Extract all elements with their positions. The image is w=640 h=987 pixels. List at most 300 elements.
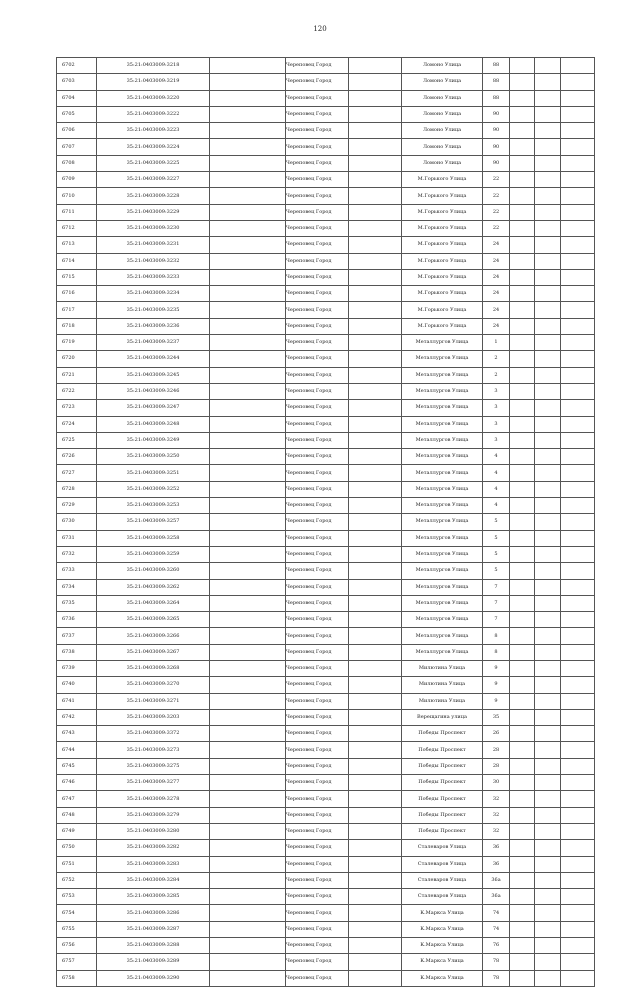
empty-cell — [349, 498, 402, 514]
empty-cell — [510, 416, 535, 432]
table-row — [57, 123, 595, 139]
city-cell: Череповец Город — [286, 677, 349, 693]
house-number-cell: 24 — [483, 286, 510, 302]
cadastral-number-cell: 35:21:0403009:3237 — [97, 335, 210, 351]
empty-cell — [510, 318, 535, 334]
row-number-cell: 6745 — [57, 758, 97, 774]
house-number-cell: 5 — [483, 546, 510, 562]
empty-cell — [210, 872, 286, 888]
empty-cell — [510, 367, 535, 383]
city-cell: Череповец Город — [286, 742, 349, 758]
house-number-cell: 3 — [483, 383, 510, 399]
house-number-cell: 8 — [483, 644, 510, 660]
city-cell: Череповец Город — [286, 807, 349, 823]
street-cell: Металлургов Улица — [402, 579, 483, 595]
cadastral-number-cell: 35:21:0403009:3252 — [97, 481, 210, 497]
table-row — [57, 775, 595, 791]
empty-cell — [561, 775, 595, 791]
empty-cell — [561, 856, 595, 872]
house-number-cell: 4 — [483, 498, 510, 514]
table-row — [57, 351, 595, 367]
empty-cell — [561, 921, 595, 937]
empty-cell — [561, 432, 595, 448]
city-cell: Череповец Город — [286, 335, 349, 351]
house-number-cell: 26 — [483, 726, 510, 742]
empty-cell — [349, 677, 402, 693]
empty-cell — [535, 954, 561, 970]
empty-cell — [510, 726, 535, 742]
row-number-cell: 6746 — [57, 775, 97, 791]
table-row — [57, 921, 595, 937]
empty-cell — [561, 90, 595, 106]
empty-cell — [561, 367, 595, 383]
cadastral-number-cell: 35:21:0403009:3271 — [97, 693, 210, 709]
empty-cell — [561, 220, 595, 236]
empty-cell — [210, 546, 286, 562]
row-number-cell: 6734 — [57, 579, 97, 595]
empty-cell — [349, 660, 402, 676]
city-cell: Череповец Город — [286, 237, 349, 253]
empty-cell — [535, 106, 561, 122]
empty-cell — [210, 660, 286, 676]
empty-cell — [210, 318, 286, 334]
street-cell: Металлургов Улица — [402, 351, 483, 367]
table-row — [57, 498, 595, 514]
row-number-cell: 6754 — [57, 905, 97, 921]
city-cell: Череповец Город — [286, 612, 349, 628]
empty-cell — [210, 709, 286, 725]
street-cell: Ломоно Улица — [402, 74, 483, 90]
empty-cell — [510, 579, 535, 595]
city-cell: Череповец Город — [286, 546, 349, 562]
empty-cell — [210, 367, 286, 383]
cadastral-number-cell: 35:21:0403009:3220 — [97, 90, 210, 106]
empty-cell — [510, 563, 535, 579]
row-number-cell: 6728 — [57, 481, 97, 497]
table-row — [57, 644, 595, 660]
row-number-cell: 6730 — [57, 514, 97, 530]
empty-cell — [561, 481, 595, 497]
empty-cell — [349, 742, 402, 758]
empty-cell — [561, 628, 595, 644]
street-cell: Металлургов Улица — [402, 335, 483, 351]
empty-cell — [561, 530, 595, 546]
empty-cell — [510, 383, 535, 399]
row-number-cell: 6716 — [57, 286, 97, 302]
cadastral-number-cell: 35:21:0403009:3257 — [97, 514, 210, 530]
empty-cell — [535, 693, 561, 709]
house-number-cell: 88 — [483, 58, 510, 74]
empty-cell — [535, 416, 561, 432]
city-cell: Череповец Город — [286, 905, 349, 921]
empty-cell — [210, 204, 286, 220]
empty-cell — [510, 498, 535, 514]
table-row — [57, 823, 595, 839]
empty-cell — [349, 905, 402, 921]
empty-cell — [349, 74, 402, 90]
table-row — [57, 954, 595, 970]
empty-cell — [510, 172, 535, 188]
table-row — [57, 367, 595, 383]
empty-cell — [535, 905, 561, 921]
street-cell: Металлургов Улица — [402, 530, 483, 546]
street-cell: К.Маркса Улица — [402, 970, 483, 986]
empty-cell — [510, 807, 535, 823]
street-cell: М.Горького Улица — [402, 253, 483, 269]
city-cell: Череповец Город — [286, 481, 349, 497]
empty-cell — [210, 465, 286, 481]
empty-cell — [210, 693, 286, 709]
house-number-cell: 32 — [483, 823, 510, 839]
empty-cell — [561, 612, 595, 628]
street-cell: Металлургов Улица — [402, 465, 483, 481]
empty-cell — [561, 335, 595, 351]
street-cell: Верещагина улица — [402, 709, 483, 725]
empty-cell — [210, 383, 286, 399]
empty-cell — [510, 644, 535, 660]
city-cell: Череповец Город — [286, 286, 349, 302]
empty-cell — [535, 823, 561, 839]
empty-cell — [210, 351, 286, 367]
row-number-cell: 6744 — [57, 742, 97, 758]
house-number-cell: 4 — [483, 465, 510, 481]
table-row — [57, 237, 595, 253]
row-number-cell: 6719 — [57, 335, 97, 351]
empty-cell — [535, 612, 561, 628]
row-number-cell: 6704 — [57, 90, 97, 106]
empty-cell — [210, 644, 286, 660]
row-number-cell: 6743 — [57, 726, 97, 742]
empty-cell — [561, 106, 595, 122]
table-row — [57, 58, 595, 74]
cadastral-number-cell: 35:21:0403009:3244 — [97, 351, 210, 367]
city-cell: Череповец Город — [286, 726, 349, 742]
row-number-cell: 6727 — [57, 465, 97, 481]
empty-cell — [535, 889, 561, 905]
cadastral-number-cell: 35:21:0403009:3264 — [97, 595, 210, 611]
empty-cell — [535, 351, 561, 367]
table-row — [57, 938, 595, 954]
cadastral-number-cell: 35:21:0403009:3225 — [97, 155, 210, 171]
empty-cell — [210, 335, 286, 351]
row-number-cell: 6709 — [57, 172, 97, 188]
house-number-cell: 9 — [483, 660, 510, 676]
empty-cell — [510, 335, 535, 351]
empty-cell — [349, 481, 402, 497]
empty-cell — [210, 74, 286, 90]
house-number-cell: 22 — [483, 172, 510, 188]
empty-cell — [535, 579, 561, 595]
row-number-cell: 6723 — [57, 400, 97, 416]
cadastral-number-cell: 35:21:0403009:3218 — [97, 58, 210, 74]
empty-cell — [349, 351, 402, 367]
street-cell: Ломоно Улица — [402, 139, 483, 155]
empty-cell — [535, 840, 561, 856]
cadastral-number-cell: 35:21:0403009:3245 — [97, 367, 210, 383]
empty-cell — [510, 269, 535, 285]
house-number-cell: 90 — [483, 106, 510, 122]
empty-cell — [349, 204, 402, 220]
empty-cell — [510, 351, 535, 367]
records-table-body — [57, 58, 595, 987]
empty-cell — [349, 514, 402, 530]
row-number-cell: 6751 — [57, 856, 97, 872]
city-cell: Череповец Город — [286, 367, 349, 383]
row-number-cell: 6752 — [57, 872, 97, 888]
cadastral-number-cell: 35:21:0403009:3280 — [97, 823, 210, 839]
empty-cell — [349, 416, 402, 432]
cadastral-number-cell: 35:21:0403009:3248 — [97, 416, 210, 432]
empty-cell — [349, 563, 402, 579]
empty-cell — [561, 660, 595, 676]
street-cell: Металлургов Улица — [402, 367, 483, 383]
house-number-cell: 76 — [483, 938, 510, 954]
empty-cell — [510, 253, 535, 269]
empty-cell — [561, 498, 595, 514]
house-number-cell: 1 — [483, 335, 510, 351]
street-cell: М.Горького Улица — [402, 220, 483, 236]
empty-cell — [510, 954, 535, 970]
row-number-cell: 6711 — [57, 204, 97, 220]
city-cell: Череповец Город — [286, 383, 349, 399]
empty-cell — [561, 74, 595, 90]
empty-cell — [561, 693, 595, 709]
empty-cell — [561, 823, 595, 839]
table-row — [57, 90, 595, 106]
row-number-cell: 6750 — [57, 840, 97, 856]
empty-cell — [349, 465, 402, 481]
cadastral-number-cell: 35:21:0403009:3228 — [97, 188, 210, 204]
city-cell: Череповец Город — [286, 106, 349, 122]
empty-cell — [210, 612, 286, 628]
empty-cell — [510, 90, 535, 106]
house-number-cell: 22 — [483, 220, 510, 236]
empty-cell — [535, 498, 561, 514]
empty-cell — [349, 775, 402, 791]
cadastral-number-cell: 35:21:0403009:3372 — [97, 726, 210, 742]
empty-cell — [561, 872, 595, 888]
empty-cell — [561, 351, 595, 367]
house-number-cell: 5 — [483, 530, 510, 546]
empty-cell — [535, 139, 561, 155]
table-row — [57, 709, 595, 725]
table-row — [57, 546, 595, 562]
empty-cell — [510, 693, 535, 709]
empty-cell — [510, 775, 535, 791]
empty-cell — [535, 123, 561, 139]
empty-cell — [349, 726, 402, 742]
empty-cell — [535, 872, 561, 888]
empty-cell — [349, 106, 402, 122]
street-cell: Металлургов Улица — [402, 416, 483, 432]
empty-cell — [535, 253, 561, 269]
empty-cell — [561, 400, 595, 416]
house-number-cell: 9 — [483, 693, 510, 709]
row-number-cell: 6725 — [57, 432, 97, 448]
row-number-cell: 6731 — [57, 530, 97, 546]
empty-cell — [210, 775, 286, 791]
empty-cell — [561, 579, 595, 595]
empty-cell — [535, 514, 561, 530]
empty-cell — [535, 188, 561, 204]
street-cell: Победы Проспект — [402, 807, 483, 823]
cadastral-number-cell: 35:21:0403009:3287 — [97, 921, 210, 937]
empty-cell — [349, 400, 402, 416]
empty-cell — [510, 188, 535, 204]
street-cell: М.Горького Улица — [402, 172, 483, 188]
city-cell: Череповец Город — [286, 660, 349, 676]
cadastral-number-cell: 35:21:0403009:3223 — [97, 123, 210, 139]
empty-cell — [210, 400, 286, 416]
row-number-cell: 6741 — [57, 693, 97, 709]
empty-cell — [535, 644, 561, 660]
cadastral-number-cell: 35:21:0403009:3282 — [97, 840, 210, 856]
empty-cell — [535, 302, 561, 318]
row-number-cell: 6703 — [57, 74, 97, 90]
row-number-cell: 6705 — [57, 106, 97, 122]
empty-cell — [210, 970, 286, 986]
cadastral-number-cell: 35:21:0403009:3278 — [97, 791, 210, 807]
street-cell: Металлургов Улица — [402, 498, 483, 514]
house-number-cell: 90 — [483, 123, 510, 139]
empty-cell — [561, 188, 595, 204]
empty-cell — [510, 872, 535, 888]
empty-cell — [510, 286, 535, 302]
cadastral-number-cell: 35:21:0403009:3229 — [97, 204, 210, 220]
city-cell: Череповец Город — [286, 253, 349, 269]
empty-cell — [349, 628, 402, 644]
empty-cell — [510, 123, 535, 139]
empty-cell — [510, 889, 535, 905]
house-number-cell: 90 — [483, 139, 510, 155]
empty-cell — [510, 970, 535, 986]
empty-cell — [210, 269, 286, 285]
empty-cell — [535, 286, 561, 302]
empty-cell — [561, 563, 595, 579]
cadastral-number-cell: 35:21:0403009:3288 — [97, 938, 210, 954]
row-number-cell: 6713 — [57, 237, 97, 253]
cadastral-number-cell: 35:21:0403009:3233 — [97, 269, 210, 285]
empty-cell — [349, 856, 402, 872]
empty-cell — [510, 530, 535, 546]
table-row — [57, 726, 595, 742]
city-cell: Череповец Город — [286, 921, 349, 937]
empty-cell — [561, 514, 595, 530]
empty-cell — [535, 400, 561, 416]
empty-cell — [210, 481, 286, 497]
cadastral-number-cell: 35:21:0403009:3249 — [97, 432, 210, 448]
city-cell: Череповец Город — [286, 840, 349, 856]
empty-cell — [349, 58, 402, 74]
row-number-cell: 6738 — [57, 644, 97, 660]
house-number-cell: 24 — [483, 253, 510, 269]
house-number-cell: 24 — [483, 302, 510, 318]
row-number-cell: 6737 — [57, 628, 97, 644]
street-cell: Сталеваров Улица — [402, 840, 483, 856]
cadastral-number-cell: 35:21:0403009:3222 — [97, 106, 210, 122]
empty-cell — [210, 595, 286, 611]
city-cell: Череповец Город — [286, 791, 349, 807]
row-number-cell: 6742 — [57, 709, 97, 725]
empty-cell — [349, 269, 402, 285]
empty-cell — [349, 172, 402, 188]
empty-cell — [349, 579, 402, 595]
empty-cell — [210, 579, 286, 595]
empty-cell — [510, 139, 535, 155]
empty-cell — [349, 220, 402, 236]
empty-cell — [349, 253, 402, 269]
street-cell: Победы Проспект — [402, 791, 483, 807]
cadastral-number-cell: 35:21:0403009:3268 — [97, 660, 210, 676]
empty-cell — [349, 188, 402, 204]
empty-cell — [210, 742, 286, 758]
city-cell: Череповец Город — [286, 155, 349, 171]
empty-cell — [349, 938, 402, 954]
empty-cell — [561, 546, 595, 562]
empty-cell — [535, 204, 561, 220]
city-cell: Череповец Город — [286, 709, 349, 725]
row-number-cell: 6735 — [57, 595, 97, 611]
row-number-cell: 6721 — [57, 367, 97, 383]
empty-cell — [210, 530, 286, 546]
city-cell: Череповец Город — [286, 856, 349, 872]
city-cell: Череповец Город — [286, 758, 349, 774]
house-number-cell: 5 — [483, 563, 510, 579]
empty-cell — [349, 807, 402, 823]
empty-cell — [535, 530, 561, 546]
house-number-cell: 28 — [483, 758, 510, 774]
street-cell: Сталеваров Улица — [402, 889, 483, 905]
empty-cell — [349, 709, 402, 725]
empty-cell — [210, 514, 286, 530]
records-table — [56, 57, 595, 987]
street-cell: К.Маркса Улица — [402, 954, 483, 970]
table-row — [57, 449, 595, 465]
table-row — [57, 693, 595, 709]
street-cell: Металлургов Улица — [402, 628, 483, 644]
empty-cell — [535, 938, 561, 954]
empty-cell — [349, 383, 402, 399]
city-cell: Череповец Город — [286, 58, 349, 74]
empty-cell — [535, 220, 561, 236]
cadastral-number-cell: 35:21:0403009:3284 — [97, 872, 210, 888]
row-number-cell: 6736 — [57, 612, 97, 628]
empty-cell — [535, 465, 561, 481]
table-row — [57, 612, 595, 628]
empty-cell — [535, 758, 561, 774]
empty-cell — [561, 970, 595, 986]
city-cell: Череповец Город — [286, 954, 349, 970]
street-cell: Сталеваров Улица — [402, 872, 483, 888]
cadastral-number-cell: 35:21:0403009:3247 — [97, 400, 210, 416]
empty-cell — [210, 253, 286, 269]
empty-cell — [510, 791, 535, 807]
empty-cell — [561, 449, 595, 465]
row-number-cell: 6733 — [57, 563, 97, 579]
house-number-cell: 3 — [483, 432, 510, 448]
row-number-cell: 6718 — [57, 318, 97, 334]
empty-cell — [535, 367, 561, 383]
house-number-cell: 24 — [483, 269, 510, 285]
empty-cell — [349, 758, 402, 774]
empty-cell — [210, 840, 286, 856]
city-cell: Череповец Город — [286, 318, 349, 334]
row-number-cell: 6749 — [57, 823, 97, 839]
cadastral-number-cell: 35:21:0403009:3285 — [97, 889, 210, 905]
table-row — [57, 335, 595, 351]
empty-cell — [535, 449, 561, 465]
empty-cell — [210, 432, 286, 448]
